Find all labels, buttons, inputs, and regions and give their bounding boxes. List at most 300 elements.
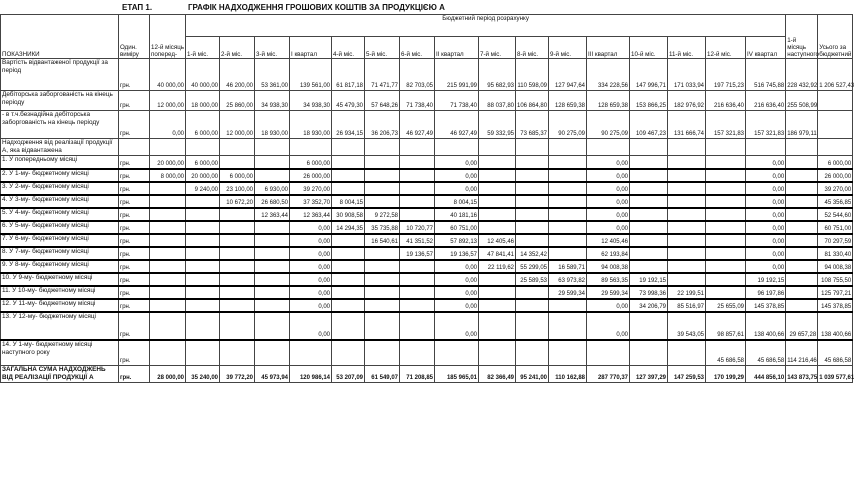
row-label: 6. У 5-му- бюджетному місяці: [1, 221, 119, 234]
row-unit: грн.: [119, 182, 150, 195]
cell-value: [255, 273, 290, 286]
cell-value: 34 206,79: [630, 299, 668, 312]
cell-prev-month: [150, 247, 186, 260]
cell-value: 0,00: [746, 260, 786, 273]
cell-value: 128 659,38: [587, 91, 630, 111]
cell-value: 35 735,88: [365, 221, 400, 234]
cell-next-month: [786, 139, 818, 156]
cell-value: [400, 260, 435, 273]
cell-value: [668, 208, 706, 221]
cell-next-month: [786, 195, 818, 208]
cell-value: 0,00: [435, 156, 479, 169]
cell-value: [516, 156, 549, 169]
cell-value: [706, 260, 746, 273]
cell-value: [479, 286, 516, 299]
row-label: 2. У 1-му- бюджетному місяці: [1, 169, 119, 182]
cell-value: [255, 260, 290, 273]
cell-prev-month: [150, 139, 186, 156]
cell-value: 22 199,51: [668, 286, 706, 299]
cell-prev-month: [150, 234, 186, 247]
table-row: [1, 260, 853, 273]
cell-value: 139 561,00: [290, 59, 332, 91]
cell-value: [255, 299, 290, 312]
row-label: 1. У попередньому місяці: [1, 156, 119, 169]
cell-value: [479, 299, 516, 312]
cell-value: [365, 195, 400, 208]
cell-next-month: [786, 247, 818, 260]
cell-value: [706, 195, 746, 208]
cell-total: 1 206 527,43: [818, 59, 853, 91]
cell-next-month: 255 508,99: [786, 91, 818, 111]
cell-value: [255, 234, 290, 247]
table-row: [1, 234, 853, 247]
cell-value: [365, 260, 400, 273]
cell-value: 71 738,40: [435, 91, 479, 111]
cell-value: 0,00: [290, 260, 332, 273]
cell-value: [365, 340, 400, 366]
cell-value: 90 275,09: [549, 111, 587, 139]
cell-value: [630, 169, 668, 182]
cell-value: [549, 299, 587, 312]
table-row: [1, 91, 853, 111]
cell-value: [549, 221, 587, 234]
cell-value: [435, 139, 479, 156]
cell-value: [220, 234, 255, 247]
cell-value: 82 366,49: [479, 366, 516, 383]
cell-value: [706, 182, 746, 195]
cell-value: [668, 260, 706, 273]
cell-next-month: 228 432,92: [786, 59, 818, 91]
cell-value: 185 965,01: [435, 366, 479, 383]
cell-value: [186, 260, 220, 273]
cell-value: [400, 299, 435, 312]
cell-value: [668, 234, 706, 247]
header-month: 10-й міс.: [630, 37, 668, 59]
cell-value: [479, 312, 516, 340]
row-label: 12. У 11-му- бюджетному місяці: [1, 299, 119, 312]
cell-prev-month: [150, 195, 186, 208]
cell-value: [186, 286, 220, 299]
cell-value: [549, 234, 587, 247]
cell-value: 131 666,74: [668, 111, 706, 139]
cell-prev-month: 8 000,00: [150, 169, 186, 182]
header-month: 12-й міс.: [706, 37, 746, 59]
cell-value: 145 378,85: [746, 299, 786, 312]
cell-value: 61 817,18: [332, 59, 365, 91]
cell-value: [332, 273, 365, 286]
cell-value: 10 720,77: [400, 221, 435, 234]
cell-prev-month: [150, 208, 186, 221]
cell-value: 216 636,40: [746, 91, 786, 111]
cell-value: [220, 156, 255, 169]
cell-value: 182 976,92: [668, 91, 706, 111]
cell-value: [290, 340, 332, 366]
cell-value: [479, 169, 516, 182]
cell-prev-month: 28 000,00: [150, 366, 186, 383]
cell-value: 60 751,00: [435, 221, 479, 234]
cell-value: 0,00: [435, 312, 479, 340]
cell-value: 12 363,44: [255, 208, 290, 221]
cell-total: 70 297,59: [818, 234, 853, 247]
cell-prev-month: [150, 299, 186, 312]
cell-value: [255, 139, 290, 156]
cell-value: [479, 195, 516, 208]
row-unit: грн.: [119, 156, 150, 169]
cell-value: [630, 208, 668, 221]
table-row: [1, 139, 853, 156]
cell-value: [220, 139, 255, 156]
cell-value: 0,00: [435, 260, 479, 273]
cell-next-month: 114 216,46: [786, 340, 818, 366]
cell-value: 0,00: [290, 247, 332, 260]
cell-value: [255, 340, 290, 366]
row-label: 13. У 12-му- бюджетному місяці: [1, 312, 119, 340]
cell-value: 0,00: [435, 169, 479, 182]
header-month: І квартал: [290, 37, 332, 59]
cell-total: 39 270,00: [818, 182, 853, 195]
cell-total: 45 356,85: [818, 195, 853, 208]
cell-value: [668, 273, 706, 286]
cell-value: [706, 247, 746, 260]
cell-value: 0,00: [587, 182, 630, 195]
table-row: [1, 366, 853, 383]
row-unit: грн.: [119, 208, 150, 221]
cell-value: [630, 234, 668, 247]
cell-value: 71 471,77: [365, 59, 400, 91]
cell-value: 18 000,00: [186, 91, 220, 111]
header-budget-period: Бюджетний період розрахунку: [186, 15, 786, 37]
cell-value: 287 770,37: [587, 366, 630, 383]
cell-value: 29 599,34: [549, 286, 587, 299]
cell-value: [549, 312, 587, 340]
row-unit: грн.: [119, 366, 150, 383]
cell-value: [549, 169, 587, 182]
cell-value: 19 192,15: [746, 273, 786, 286]
row-unit: грн.: [119, 234, 150, 247]
cell-value: 57 648,26: [365, 91, 400, 111]
cell-total: 52 544,60: [818, 208, 853, 221]
cell-value: [479, 139, 516, 156]
cell-value: 157 321,83: [746, 111, 786, 139]
cell-value: 0,00: [746, 221, 786, 234]
cell-value: 171 033,94: [668, 59, 706, 91]
row-label: 11. У 10-му- бюджетному місяці: [1, 286, 119, 299]
cell-value: [435, 340, 479, 366]
cell-value: 6 930,00: [255, 182, 290, 195]
cell-value: [220, 299, 255, 312]
cell-value: 41 351,52: [400, 234, 435, 247]
cell-value: [706, 156, 746, 169]
cell-value: 16 540,61: [365, 234, 400, 247]
cell-next-month: [786, 156, 818, 169]
cell-value: 0,00: [587, 312, 630, 340]
cell-value: [549, 195, 587, 208]
cell-value: 22 119,62: [479, 260, 516, 273]
row-unit: грн.: [119, 59, 150, 91]
cell-value: [516, 340, 549, 366]
row-label: 9. У 8-му- бюджетному місяці: [1, 260, 119, 273]
cell-value: [479, 182, 516, 195]
cell-value: 85 516,97: [668, 299, 706, 312]
cell-value: 109 467,23: [630, 111, 668, 139]
cell-prev-month: [150, 286, 186, 299]
cell-value: 62 193,84: [587, 247, 630, 260]
cell-value: [332, 169, 365, 182]
stage-label: ЕТАП 1.: [122, 3, 153, 12]
cell-value: [516, 169, 549, 182]
cell-total: 26 000,00: [818, 169, 853, 182]
cell-value: 45 686,58: [746, 340, 786, 366]
cell-value: [630, 139, 668, 156]
row-label: - в т.ч.безнадійна дебіторська заборгованість на кінець періоду: [1, 111, 119, 139]
cell-value: 23 100,00: [220, 182, 255, 195]
cell-value: 36 206,73: [365, 111, 400, 139]
row-unit: грн.: [119, 91, 150, 111]
cell-value: [479, 273, 516, 286]
cell-value: [186, 340, 220, 366]
cell-next-month: [786, 208, 818, 221]
cell-next-month: [786, 273, 818, 286]
cell-value: [630, 182, 668, 195]
header-month: 11-й міс.: [668, 37, 706, 59]
row-label: 10. У 9-му- бюджетному місяці: [1, 273, 119, 286]
cell-value: [255, 286, 290, 299]
cell-value: 18 930,00: [290, 111, 332, 139]
cell-prev-month: [150, 260, 186, 273]
cell-value: 88 037,80: [479, 91, 516, 111]
cell-total: 138 400,66: [818, 312, 853, 340]
row-label: 8. У 7-му- бюджетному місяці: [1, 247, 119, 260]
cell-value: [668, 340, 706, 366]
cell-value: [186, 208, 220, 221]
cell-value: 127 947,64: [549, 59, 587, 91]
cell-value: [332, 312, 365, 340]
cell-value: 0,00: [435, 286, 479, 299]
cell-value: 46 927,49: [400, 111, 435, 139]
cell-value: 138 400,66: [746, 312, 786, 340]
cell-value: [290, 139, 332, 156]
header-month: ІІІ квартал: [587, 37, 630, 59]
cell-value: [365, 286, 400, 299]
cell-next-month: [786, 169, 818, 182]
cell-value: [706, 273, 746, 286]
cell-value: [516, 139, 549, 156]
header-month: 3-й міс.: [255, 37, 290, 59]
header-total: Усього за бюджетний: [818, 15, 853, 59]
row-unit: грн.: [119, 273, 150, 286]
cell-value: [706, 139, 746, 156]
cell-value: [332, 299, 365, 312]
cell-next-month: 143 873,75: [786, 366, 818, 383]
header-month: 9-й міс.: [549, 37, 587, 59]
cell-value: 0,00: [746, 195, 786, 208]
cell-value: 46 927,49: [435, 111, 479, 139]
cell-value: [332, 139, 365, 156]
cell-value: 0,00: [290, 234, 332, 247]
cell-next-month: [786, 234, 818, 247]
cell-value: [400, 208, 435, 221]
cell-value: [516, 286, 549, 299]
cell-value: 157 321,83: [706, 111, 746, 139]
cell-total: [818, 139, 853, 156]
cell-value: 47 841,41: [479, 247, 516, 260]
cell-value: [332, 340, 365, 366]
cell-value: 0,00: [746, 156, 786, 169]
cell-total: 6 000,00: [818, 156, 853, 169]
cell-value: 45 973,94: [255, 366, 290, 383]
cell-value: [332, 247, 365, 260]
cell-value: [630, 221, 668, 234]
table-row: [1, 156, 853, 169]
cell-value: [332, 182, 365, 195]
cell-value: [186, 234, 220, 247]
cell-value: 20 000,00: [186, 169, 220, 182]
cell-value: [220, 247, 255, 260]
cell-value: 0,00: [587, 221, 630, 234]
header-month: 5-й міс.: [365, 37, 400, 59]
header-month: 2-й міс.: [220, 37, 255, 59]
cell-next-month: [786, 286, 818, 299]
cell-value: [630, 312, 668, 340]
row-unit: грн.: [119, 111, 150, 139]
cell-value: [549, 156, 587, 169]
cell-value: 153 866,25: [630, 91, 668, 111]
cell-prev-month: 12 000,00: [150, 91, 186, 111]
cell-value: [365, 299, 400, 312]
cell-value: 0,00: [587, 156, 630, 169]
cell-value: 73 998,36: [630, 286, 668, 299]
cell-value: 37 352,70: [290, 195, 332, 208]
cell-value: 334 228,56: [587, 59, 630, 91]
cell-value: 73 685,37: [516, 111, 549, 139]
cell-value: 127 397,29: [630, 366, 668, 383]
cell-value: 59 332,95: [479, 111, 516, 139]
header-month: 4-й міс.: [332, 37, 365, 59]
cell-value: 55 299,05: [516, 260, 549, 273]
cell-next-month: [786, 182, 818, 195]
cell-value: 106 864,80: [516, 91, 549, 111]
cell-value: 63 973,82: [549, 273, 587, 286]
cell-value: [400, 156, 435, 169]
cell-value: 0,00: [290, 312, 332, 340]
cell-value: [630, 247, 668, 260]
cell-value: 18 930,00: [255, 111, 290, 139]
cell-value: 9 272,58: [365, 208, 400, 221]
cell-value: [332, 260, 365, 273]
cell-value: [706, 286, 746, 299]
cell-value: [332, 286, 365, 299]
cell-total: [818, 111, 853, 139]
row-unit: грн.: [119, 247, 150, 260]
cash-inflow-table: [0, 14, 853, 383]
cell-next-month: [786, 221, 818, 234]
cell-value: [549, 247, 587, 260]
cell-value: 147 259,53: [668, 366, 706, 383]
header-next-month: 1-й місяць наступного: [786, 15, 818, 59]
cell-value: 9 240,00: [186, 182, 220, 195]
cell-value: [365, 273, 400, 286]
table-row: [1, 312, 853, 340]
cell-value: [400, 286, 435, 299]
cell-value: [400, 273, 435, 286]
cell-value: [186, 139, 220, 156]
cell-value: 0,00: [746, 182, 786, 195]
cell-prev-month: 0,00: [150, 111, 186, 139]
cell-value: [186, 221, 220, 234]
header-month: 6-й міс.: [400, 37, 435, 59]
cell-total: 108 755,50: [818, 273, 853, 286]
cell-value: 12 363,44: [290, 208, 332, 221]
cell-total: [818, 91, 853, 111]
row-unit: грн.: [119, 169, 150, 182]
cell-value: [365, 169, 400, 182]
cell-value: 35 240,00: [186, 366, 220, 383]
table-row: [1, 195, 853, 208]
table-row: [1, 247, 853, 260]
table-row: [1, 182, 853, 195]
table-row: [1, 286, 853, 299]
row-label: 7. У 6-му- бюджетному місяці: [1, 234, 119, 247]
cell-value: 8 004,15: [332, 195, 365, 208]
cell-value: 53 207,09: [332, 366, 365, 383]
cell-value: [255, 221, 290, 234]
row-unit: [119, 139, 150, 156]
cell-value: 40 000,00: [186, 59, 220, 91]
cell-value: [479, 156, 516, 169]
cell-value: [516, 195, 549, 208]
cell-value: [400, 312, 435, 340]
cell-value: 57 892,13: [435, 234, 479, 247]
cell-total: 81 330,40: [818, 247, 853, 260]
cell-value: 0,00: [746, 247, 786, 260]
cell-total: 145 378,85: [818, 299, 853, 312]
header-month: ІV квартал: [746, 37, 786, 59]
cell-value: 34 938,30: [290, 91, 332, 111]
cell-value: 53 361,00: [255, 59, 290, 91]
cell-value: 25 655,09: [706, 299, 746, 312]
cell-prev-month: 20 000,00: [150, 156, 186, 169]
cell-value: [400, 195, 435, 208]
cell-value: [668, 169, 706, 182]
cell-value: [220, 260, 255, 273]
row-unit: грн.: [119, 195, 150, 208]
header-month: ІІ квартал: [435, 37, 479, 59]
cell-value: [668, 247, 706, 260]
cell-value: [255, 169, 290, 182]
cell-value: [479, 221, 516, 234]
cell-value: [668, 156, 706, 169]
cell-value: [479, 208, 516, 221]
row-label: Вартість відвантаженої продукції за період: [1, 59, 119, 91]
cell-value: 12 000,00: [220, 111, 255, 139]
cell-value: [186, 299, 220, 312]
header-month: 7-й міс.: [479, 37, 516, 59]
cell-value: 39 270,00: [290, 182, 332, 195]
cell-value: 170 199,29: [706, 366, 746, 383]
cell-value: [516, 299, 549, 312]
header-month: 1-й міс.: [186, 37, 220, 59]
cell-value: [186, 273, 220, 286]
cell-total: 45 686,58: [818, 340, 853, 366]
cell-value: [746, 139, 786, 156]
cell-value: 89 563,35: [587, 273, 630, 286]
table-row: [1, 340, 853, 366]
table-row: [1, 111, 853, 139]
cell-value: 0,00: [746, 234, 786, 247]
table-row: [1, 221, 853, 234]
cell-value: 0,00: [290, 286, 332, 299]
cell-value: 0,00: [290, 221, 332, 234]
